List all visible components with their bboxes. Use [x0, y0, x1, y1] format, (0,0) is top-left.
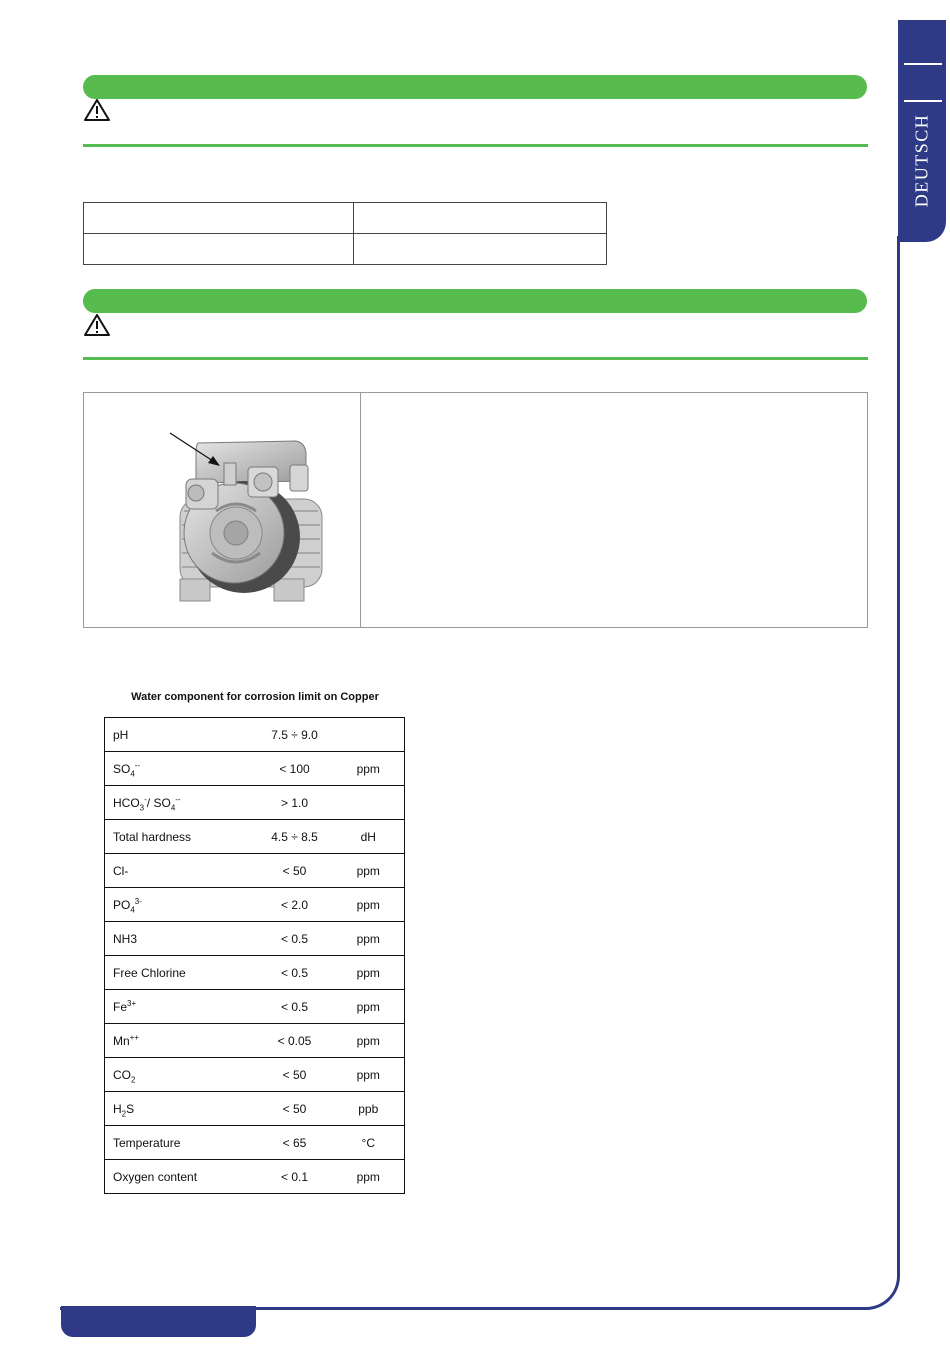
unit-cell: ppm — [335, 956, 405, 990]
table-row — [84, 234, 607, 265]
unit-cell: ppm — [335, 922, 405, 956]
param-cell: $H_2S$ — [105, 1092, 255, 1126]
unit-cell: ppm — [335, 1160, 405, 1194]
table-row — [105, 1160, 405, 1194]
param-cell: $HCO_3^-/$ $SO_4^{--}$ — [105, 786, 255, 820]
warning-triangle-icon — [83, 98, 111, 122]
unit-cell — [335, 718, 405, 752]
value-cell: 7.5 ÷ 9.0 — [255, 718, 335, 752]
value-cell: < 0.5 — [255, 922, 335, 956]
param-cell: Free Chlorine — [105, 956, 255, 990]
value-cell: < 0.5 — [255, 990, 335, 1024]
table-row — [105, 718, 405, 752]
unit-cell: ppb — [335, 1092, 405, 1126]
tab-divider — [904, 63, 942, 65]
table-row — [105, 990, 405, 1024]
unit-cell: ppm — [335, 752, 405, 786]
page-number-tab — [61, 1306, 256, 1337]
table-row — [105, 888, 405, 922]
param-cell: $SO_4^{--}$ — [105, 752, 255, 786]
table-row — [105, 854, 405, 888]
value-cell: 4.5 ÷ 8.5 — [255, 820, 335, 854]
param-cell: $PO_4^{3-}$ — [105, 888, 255, 922]
unit-cell: ppm — [335, 888, 405, 922]
unit-cell: ppm — [335, 854, 405, 888]
table-row — [105, 1126, 405, 1160]
table-row — [105, 956, 405, 990]
param-cell: Cl- — [105, 854, 255, 888]
unit-cell — [335, 786, 405, 820]
value-cell: < 2.0 — [255, 888, 335, 922]
corrosion-limit-table — [104, 717, 405, 1194]
section-rule — [83, 144, 868, 147]
section-header-bar — [83, 75, 867, 99]
corrosion-table-title: Water component for corrosion limit on Copper — [131, 691, 379, 703]
value-cell: < 100 — [255, 752, 335, 786]
value-cell: < 0.1 — [255, 1160, 335, 1194]
unit-cell: °C — [335, 1126, 405, 1160]
table-row — [84, 203, 607, 234]
table-cell — [84, 203, 354, 234]
pump-figure-box — [83, 392, 868, 628]
value-cell: < 50 — [255, 854, 335, 888]
table-row — [105, 1092, 405, 1126]
table-row — [105, 922, 405, 956]
language-label: DEUTSCH — [911, 113, 932, 207]
table-cell — [354, 234, 607, 265]
section-rule — [83, 357, 868, 360]
table-row — [105, 1058, 405, 1092]
param-cell: Total hardness — [105, 820, 255, 854]
table-row — [105, 1024, 405, 1058]
warning-triangle-icon — [83, 313, 111, 337]
unit-cell: ppm — [335, 1058, 405, 1092]
figure-divider — [360, 393, 361, 627]
value-cell: > 1.0 — [255, 786, 335, 820]
value-cell: < 50 — [255, 1058, 335, 1092]
table-row — [105, 820, 405, 854]
section-header-bar — [83, 289, 867, 313]
language-label-wrap — [902, 100, 942, 220]
table-row — [105, 786, 405, 820]
pump-illustration — [84, 393, 360, 627]
language-tab[interactable] — [898, 20, 946, 242]
table-row — [105, 752, 405, 786]
table-cell — [84, 234, 354, 265]
param-cell: $Fe^{3+}$ — [105, 990, 255, 1024]
param-cell: $CO_2$ — [105, 1058, 255, 1092]
unit-cell: ppm — [335, 1024, 405, 1058]
value-cell: < 50 — [255, 1092, 335, 1126]
unit-cell: dH — [335, 820, 405, 854]
value-cell: < 0.5 — [255, 956, 335, 990]
param-cell: Mn++ — [105, 1024, 255, 1058]
value-cell: < 65 — [255, 1126, 335, 1160]
table-cell — [354, 203, 607, 234]
parameter-table — [83, 202, 607, 265]
param-cell: Temperature — [105, 1126, 255, 1160]
param-cell: Oxygen content — [105, 1160, 255, 1194]
param-cell: NH3 — [105, 922, 255, 956]
unit-cell: ppm — [335, 990, 405, 1024]
value-cell: < 0.05 — [255, 1024, 335, 1058]
param-cell: pH — [105, 718, 255, 752]
